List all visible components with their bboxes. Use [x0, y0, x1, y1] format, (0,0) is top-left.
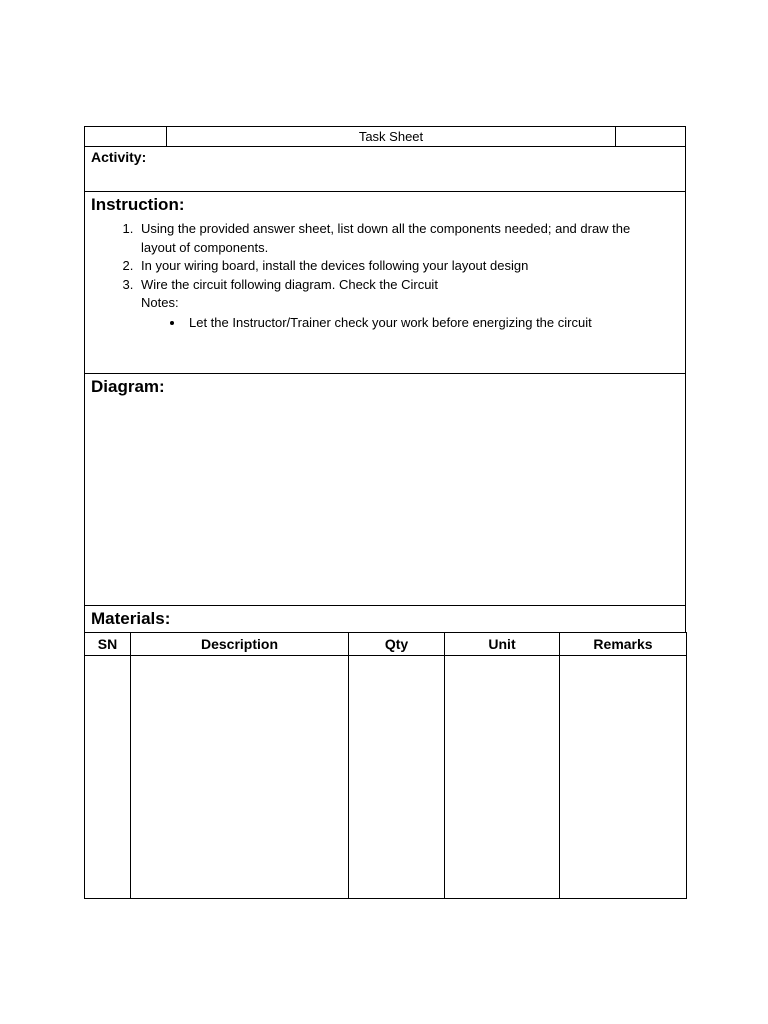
- notes-list: [141, 313, 667, 333]
- notes-label: Notes:: [141, 295, 179, 310]
- diagram-label: Diagram:: [91, 377, 165, 396]
- unit-cell[interactable]: [445, 656, 560, 899]
- instruction-step-text: Wire the circuit following diagram. Check the Circuit: [141, 276, 438, 292]
- activity-section: [84, 146, 686, 192]
- column-header-unit: Unit: [445, 633, 560, 656]
- description-cell[interactable]: [131, 656, 349, 899]
- remarks-cell[interactable]: [560, 656, 687, 899]
- instruction-step: 1. Using the provided answer sheet, list down all the components needed; and draw the layout of components.: [137, 220, 667, 257]
- column-header-remarks: Remarks: [560, 633, 687, 656]
- materials-table: [84, 632, 687, 899]
- title-right-cell: [615, 126, 686, 147]
- title-row: [84, 126, 686, 147]
- instruction-list: [85, 220, 667, 333]
- column-header-description: Description: [131, 633, 349, 656]
- note-item: • Let the Instructor/Trainer check your work before energizing the circuit: [185, 313, 667, 333]
- qty-cell[interactable]: [349, 656, 445, 899]
- instruction-section: [84, 191, 686, 374]
- sn-cell[interactable]: [85, 656, 131, 899]
- diagram-section: [84, 373, 686, 606]
- materials-heading: [84, 605, 686, 633]
- instruction-step: 2. In your wiring board, install the devices following your layout design: [137, 257, 667, 276]
- table-row: [85, 656, 687, 899]
- title-cell: [166, 126, 616, 147]
- materials-label: Materials:: [91, 609, 171, 628]
- column-header-sn: SN: [85, 633, 131, 656]
- column-header-qty: Qty: [349, 633, 445, 656]
- instruction-step: [137, 276, 667, 333]
- activity-label: Activity:: [91, 149, 147, 165]
- instruction-label: Instruction:: [91, 195, 185, 214]
- title-left-cell: [84, 126, 167, 147]
- table-header-row: [85, 633, 687, 656]
- page-title: Task Sheet: [358, 129, 424, 144]
